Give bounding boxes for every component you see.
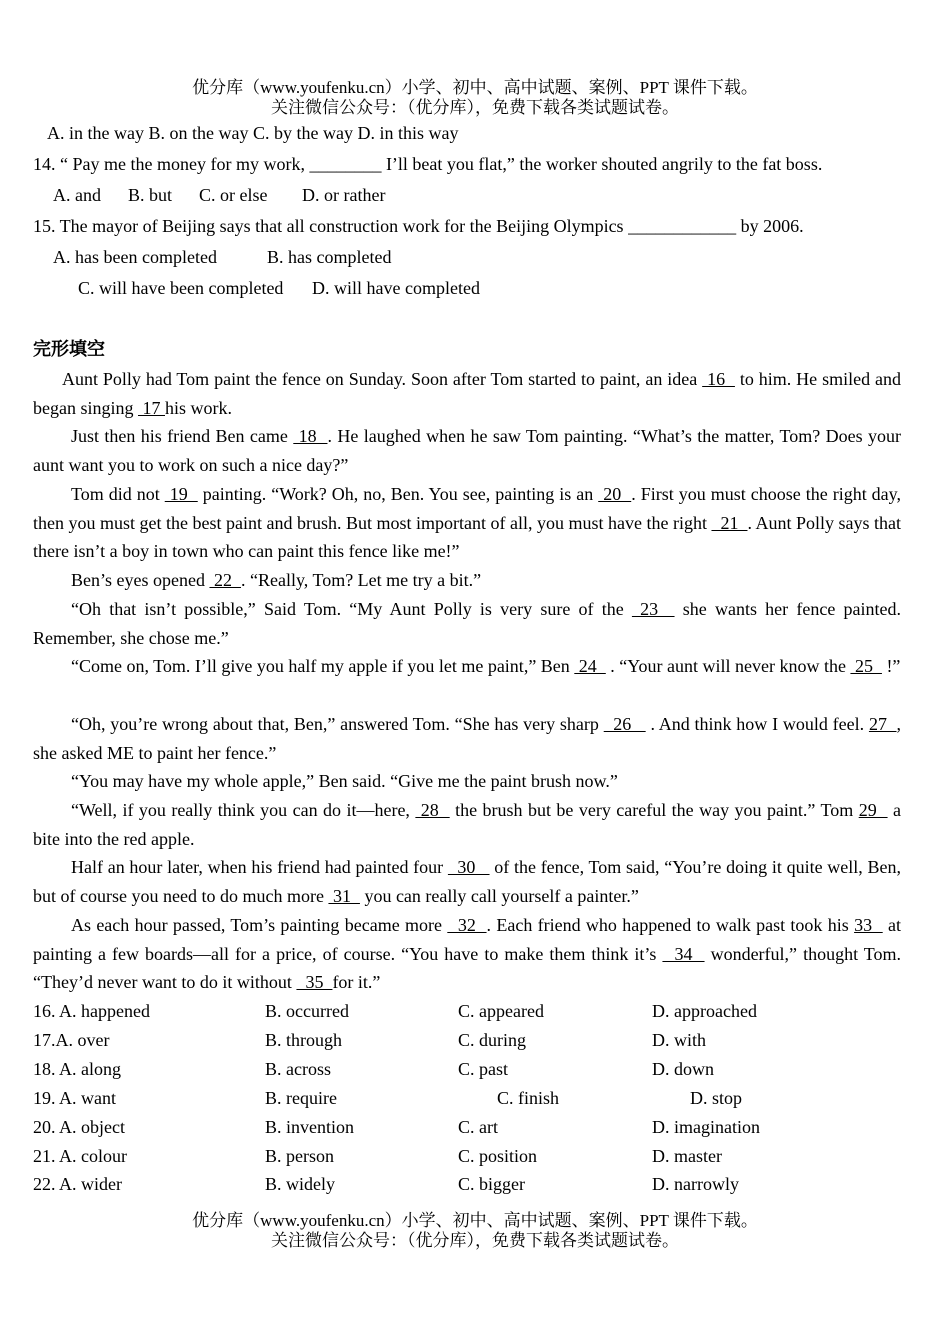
- cloze-paragraph-1: Aunt Polly had Tom paint the fence on Sunday. Soon after Tom started to paint, an idea 16 to him. He smiled and began singing 17 his work.: [33, 369, 901, 418]
- footer-promo-line2: 关注微信公众号：（优分库），免费下载各类试题试卷。: [271, 1231, 679, 1250]
- option-22-b: B. widely: [265, 1174, 335, 1194]
- blank-23: 23: [631, 599, 675, 619]
- cloze-section-title: 完形填空: [33, 339, 105, 359]
- option-16-a: 16. A. happened: [33, 1001, 150, 1021]
- blank-32: 32: [447, 915, 487, 935]
- option-19-b: B. require: [265, 1088, 337, 1108]
- q13-options: A. in the way B. on the way C. by the way D. in this way: [47, 123, 459, 143]
- blank-33: 33: [854, 915, 883, 935]
- option-16-b: B. occurred: [265, 1001, 349, 1021]
- cloze-paragraph-3: Tom did not 19 painting. “Work? Oh, no, Ben. You see, painting is an 20 . First you must choose the right day, then you must get the best paint and brush. But most important of all, you must have the right 21 . Aunt Polly says that there isn’t a boy in town who can paint this fence like me!”: [33, 484, 902, 562]
- blank-25: 25: [850, 656, 882, 676]
- option-21-d: D. master: [652, 1146, 722, 1166]
- option-22-c: C. bigger: [458, 1174, 525, 1194]
- option-18-d: D. down: [652, 1059, 714, 1079]
- blank-29: 29: [858, 800, 888, 820]
- option-17-d: D. with: [652, 1030, 706, 1050]
- blank-34: 34: [662, 943, 705, 964]
- q14-option-b: B. but: [128, 185, 173, 205]
- cloze-paragraph-8: “You may have my whole apple,” Ben said. “Give me the paint brush now.”: [71, 771, 618, 791]
- option-22-a: 22. A. wider: [33, 1174, 122, 1194]
- blank-18: 18: [293, 426, 328, 446]
- blank-31: 31: [328, 885, 360, 906]
- option-16-c: C. appeared: [458, 1001, 544, 1021]
- option-19-a: 19. A. want: [33, 1088, 116, 1108]
- q15-option-d: D. will have completed: [312, 278, 480, 298]
- cloze-paragraph-6: “Come on, Tom. I’ll give you half my apple if you let me paint,” Ben 24 . “Your aunt will never know the 25 !”: [71, 656, 901, 676]
- header-promo-line2: 关注微信公众号：（优分库），免费下载各类试题试卷。: [271, 98, 679, 117]
- option-22-d: D. narrowly: [652, 1174, 739, 1194]
- option-20-b: B. invention: [265, 1117, 354, 1137]
- blank-24: 24: [574, 656, 606, 676]
- option-17-b: B. through: [265, 1030, 343, 1050]
- cloze-paragraph-11: As each hour passed, Tom’s painting became more 32 . Each friend who happened to walk past took his 33 at painting a few boards—all for a price, of course. “You have to make them think it’s 34 wonderful,” thought Tom. “They’d never want to do it without 35 for it.”: [33, 915, 902, 993]
- header-promo-line1: 优分库（www.youfenku.cn）小学、初中、高中试题、案例、PPT 课件下载。: [192, 78, 758, 97]
- option-20-d: D. imagination: [652, 1117, 760, 1137]
- option-21-b: B. person: [265, 1146, 334, 1166]
- footer-promo-line1: 优分库（www.youfenku.cn）小学、初中、高中试题、案例、PPT 课件下载。: [192, 1211, 758, 1230]
- blank-19: 19: [164, 484, 198, 504]
- blank-26: 26: [603, 714, 646, 734]
- option-19-d: D. stop: [690, 1088, 743, 1108]
- q14-option-c: C. or else: [199, 185, 268, 205]
- blank-20: 20: [598, 484, 632, 504]
- cloze-paragraph-9: “Well, if you really think you can do it—here, 28 the brush but be very careful the way you paint.” Tom 29 a bite into the red apple.: [33, 800, 902, 849]
- cloze-paragraph-4: Ben’s eyes opened 22 . “Really, Tom? Let me try a bit.”: [71, 570, 482, 590]
- blank-35: 35: [296, 972, 333, 993]
- blank-21: 21: [711, 512, 748, 533]
- q14-stem: 14. “ Pay me the money for my work, ________ I’ll beat you flat,” the worker shouted angrily to the fat boss.: [33, 154, 823, 174]
- q15-option-a: A. has been completed: [53, 247, 217, 267]
- blank-22: 22: [209, 570, 241, 590]
- cloze-paragraph-5: “Oh that isn’t possible,” Said Tom. “My Aunt Polly is very sure of the 23 she wants her fence painted. Remember, she chose me.”: [33, 599, 901, 648]
- option-20-c: C. art: [458, 1117, 498, 1137]
- option-21-a: 21. A. colour: [33, 1146, 127, 1166]
- blank-16: 16: [702, 369, 735, 389]
- q14-option-a: A. and: [53, 185, 101, 205]
- option-17-a: 17.A. over: [33, 1030, 110, 1050]
- q15-option-b: B. has completed: [267, 247, 392, 267]
- blank-28: 28: [415, 800, 450, 820]
- cloze-paragraph-10: Half an hour later, when his friend had painted four 30 of the fence, Tom said, “You’re doing it quite well, Ben, but of course you need to do much more 31 you can really call yourself a painter.”: [33, 857, 902, 906]
- option-21-c: C. position: [458, 1146, 538, 1166]
- option-18-b: B. across: [265, 1059, 331, 1079]
- option-19-c: C. finish: [497, 1088, 560, 1108]
- blank-27: 27: [868, 714, 897, 734]
- q14-option-d: D. or rather: [302, 185, 386, 205]
- option-16-d: D. approached: [652, 1001, 757, 1021]
- blank-30: 30: [447, 857, 490, 877]
- cloze-paragraph-2: Just then his friend Ben came 18 . He laughed when he saw Tom painting. “What’s the matter, Tom? Does your aunt want you to work on such a nice day?”: [33, 426, 901, 475]
- option-18-a: 18. A. along: [33, 1059, 121, 1079]
- cloze-paragraph-7: “Oh, you’re wrong about that, Ben,” answered Tom. “She has very sharp 26 . And think how I would feel. 27 , she asked ME to paint her fence.”: [33, 714, 902, 763]
- option-20-a: 20. A. object: [33, 1117, 125, 1137]
- blank-17: 17: [138, 397, 165, 418]
- q15-stem: 15. The mayor of Beijing says that all construction work for the Beijing Olympics ____________ by 2006.: [33, 216, 804, 236]
- option-17-c: C. during: [458, 1030, 527, 1050]
- q15-option-c: C. will have been completed: [78, 278, 284, 298]
- option-18-c: C. past: [458, 1059, 509, 1079]
